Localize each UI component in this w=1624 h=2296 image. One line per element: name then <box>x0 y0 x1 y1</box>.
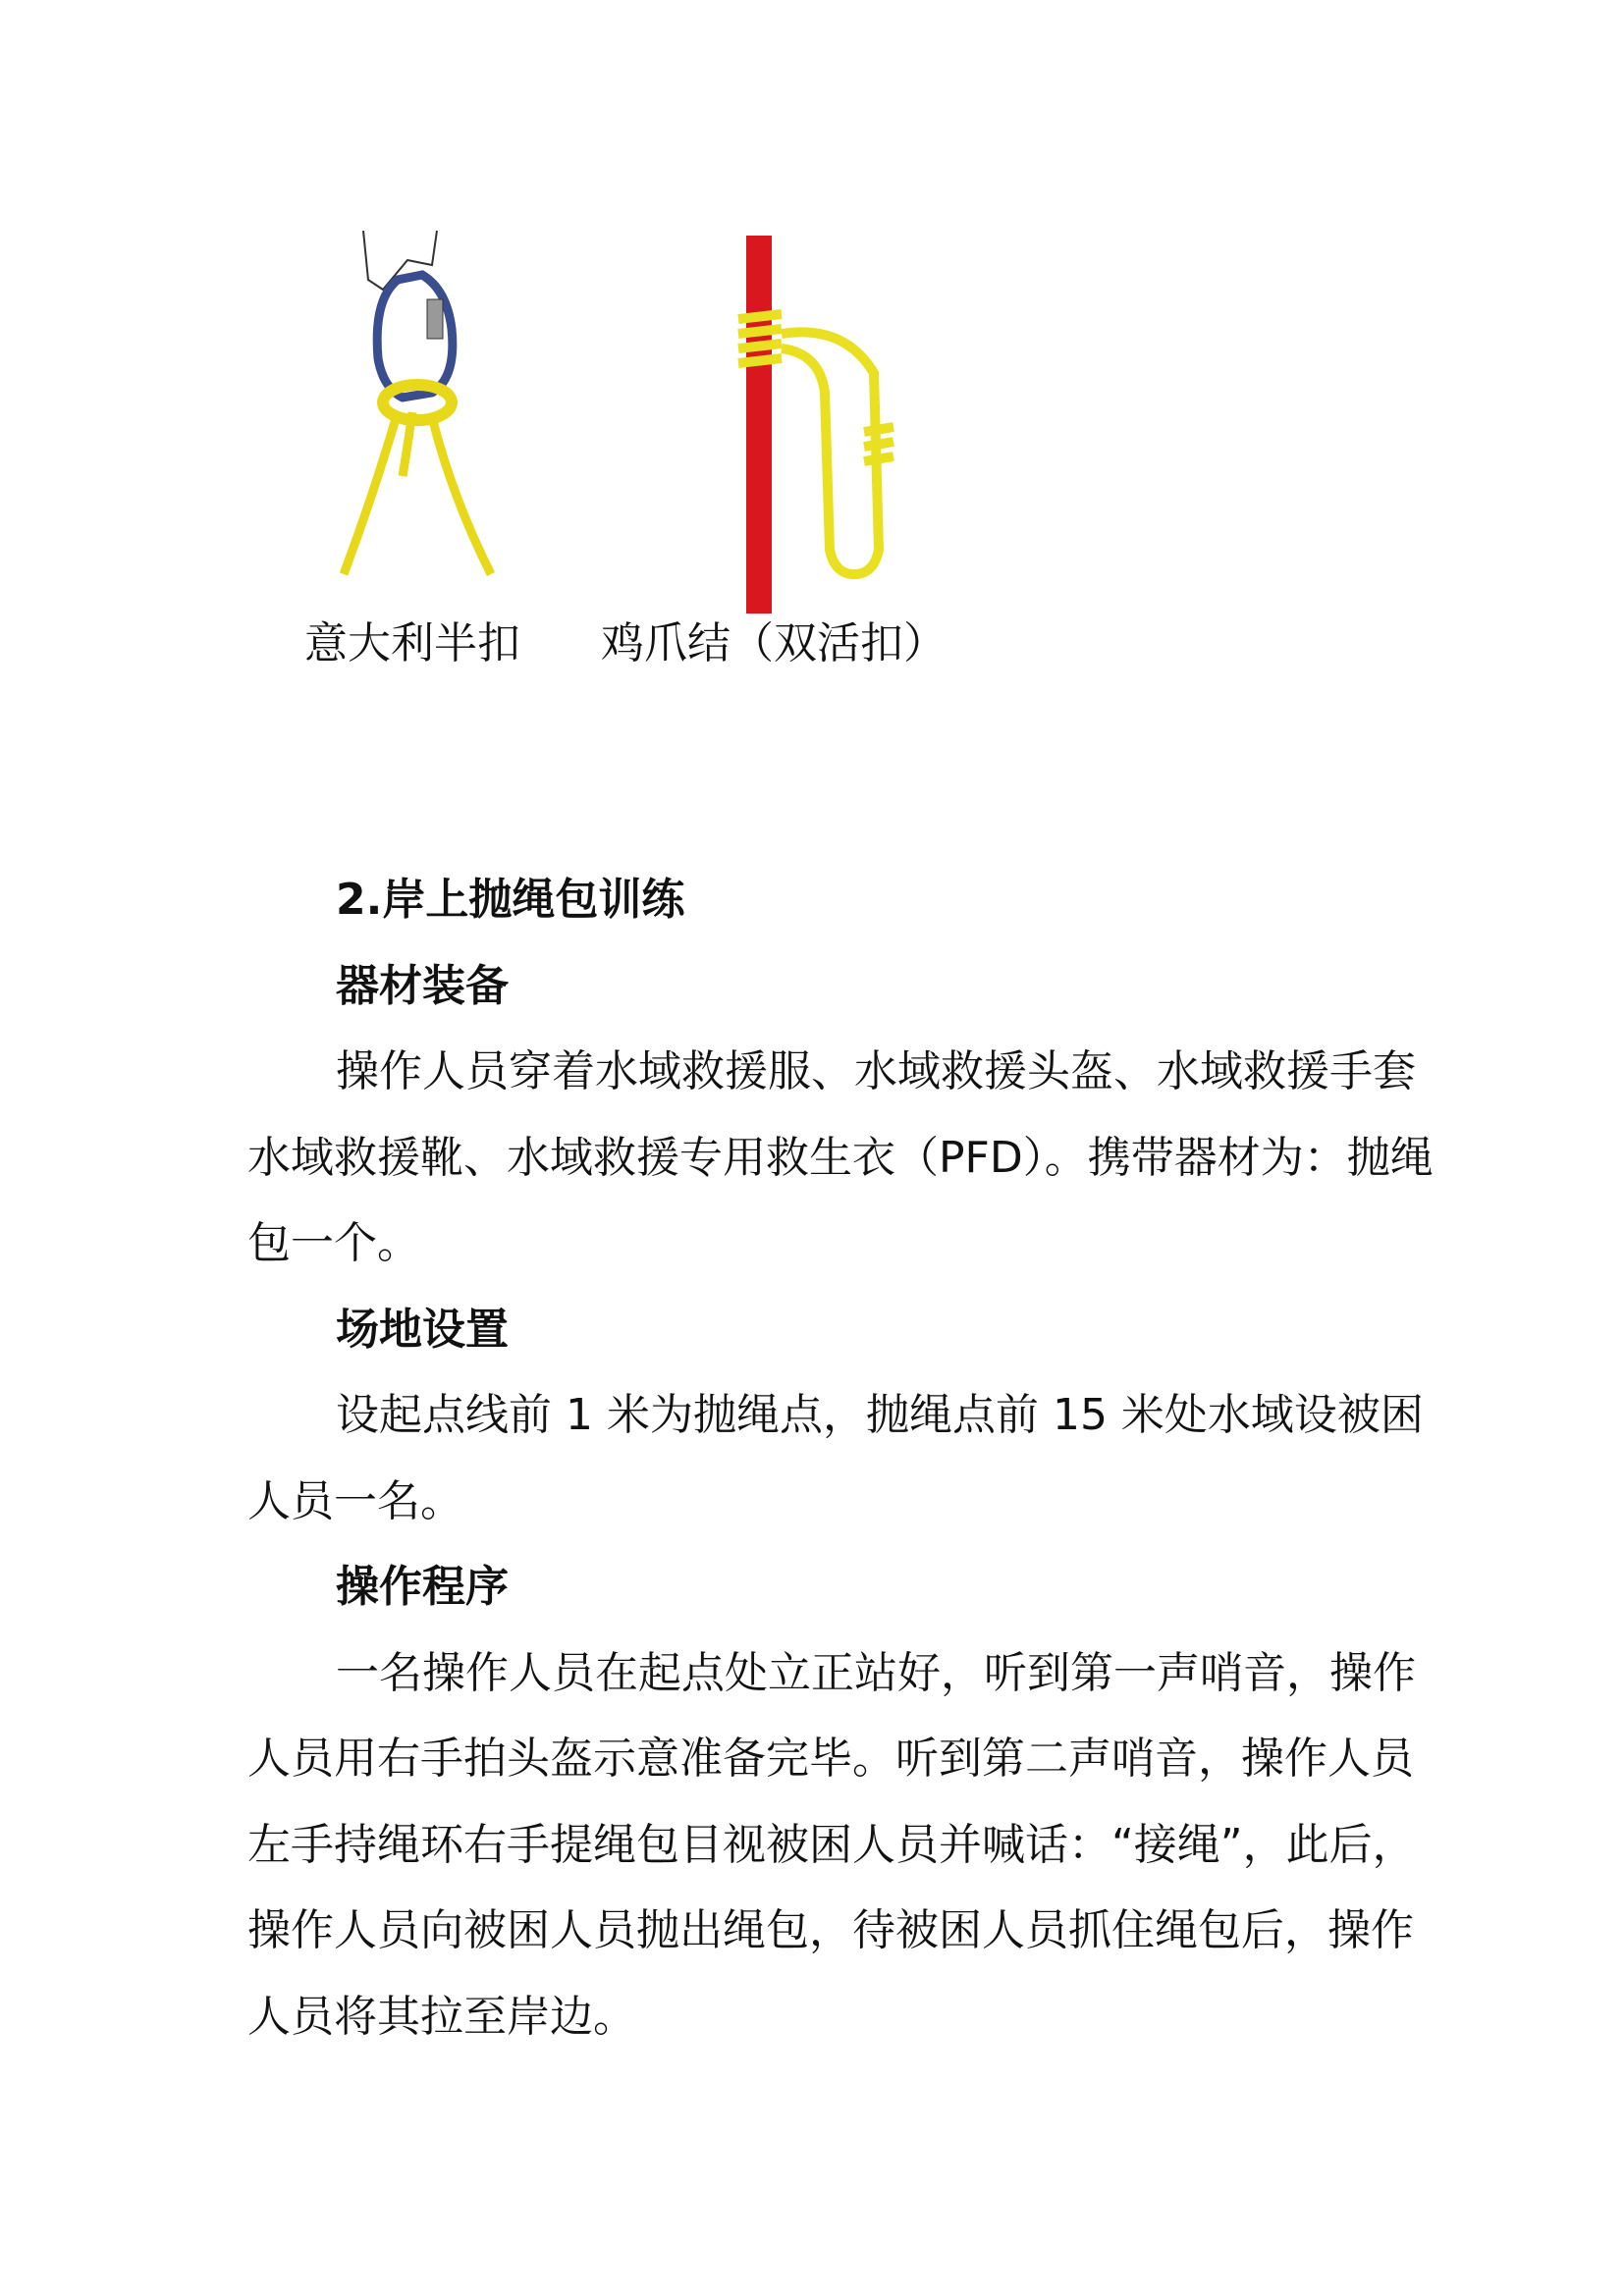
paragraph-line: 操作人员向被困人员抛出绳包，待被困人员抓住绳包后，操作 <box>247 1905 1414 1955</box>
paragraph-line: 人员将其拉至岸边。 <box>247 1991 636 2042</box>
subheading-site-setup: 场地设置 <box>336 1304 509 1355</box>
subheading-procedure: 操作程序 <box>336 1562 509 1612</box>
section-title: 2.岸上抛绳包训练 <box>336 875 685 925</box>
subheading-equipment: 器材装备 <box>336 960 509 1011</box>
paragraph-line: 人员一名。 <box>247 1475 463 1526</box>
figure-caption-clove-hitch: 鸡爪结（双活扣） <box>601 618 947 668</box>
italian-hitch-image <box>324 221 520 584</box>
paragraph-line: 包一个。 <box>247 1218 420 1268</box>
paragraph-line: 左手持绳环右手提绳包目视被困人员并喊话：“接绳”，此后， <box>247 1819 1416 1870</box>
paragraph-line: 设起点线前 1 米为抛绳点，抛绳点前 15 米处水域设被困 <box>336 1390 1424 1440</box>
paragraph-line: 水域救援靴、水域救援专用救生衣（PFD）。携带器材为：抛绳 <box>247 1132 1434 1183</box>
figure-caption-italian-hitch: 意大利半扣 <box>304 618 520 668</box>
document-body <box>247 857 1475 2059</box>
clove-hitch-image <box>727 236 913 618</box>
paragraph-line: 一名操作人员在起点处立正站好，听到第一声哨音，操作 <box>336 1647 1416 1698</box>
paragraph-line: 操作人员穿着水域救援服、水域救援头盔、水域救援手套 <box>336 1046 1416 1096</box>
paragraph-line: 人员用右手拍头盔示意准备完毕。听到第二声哨音，操作人员 <box>247 1734 1414 1784</box>
